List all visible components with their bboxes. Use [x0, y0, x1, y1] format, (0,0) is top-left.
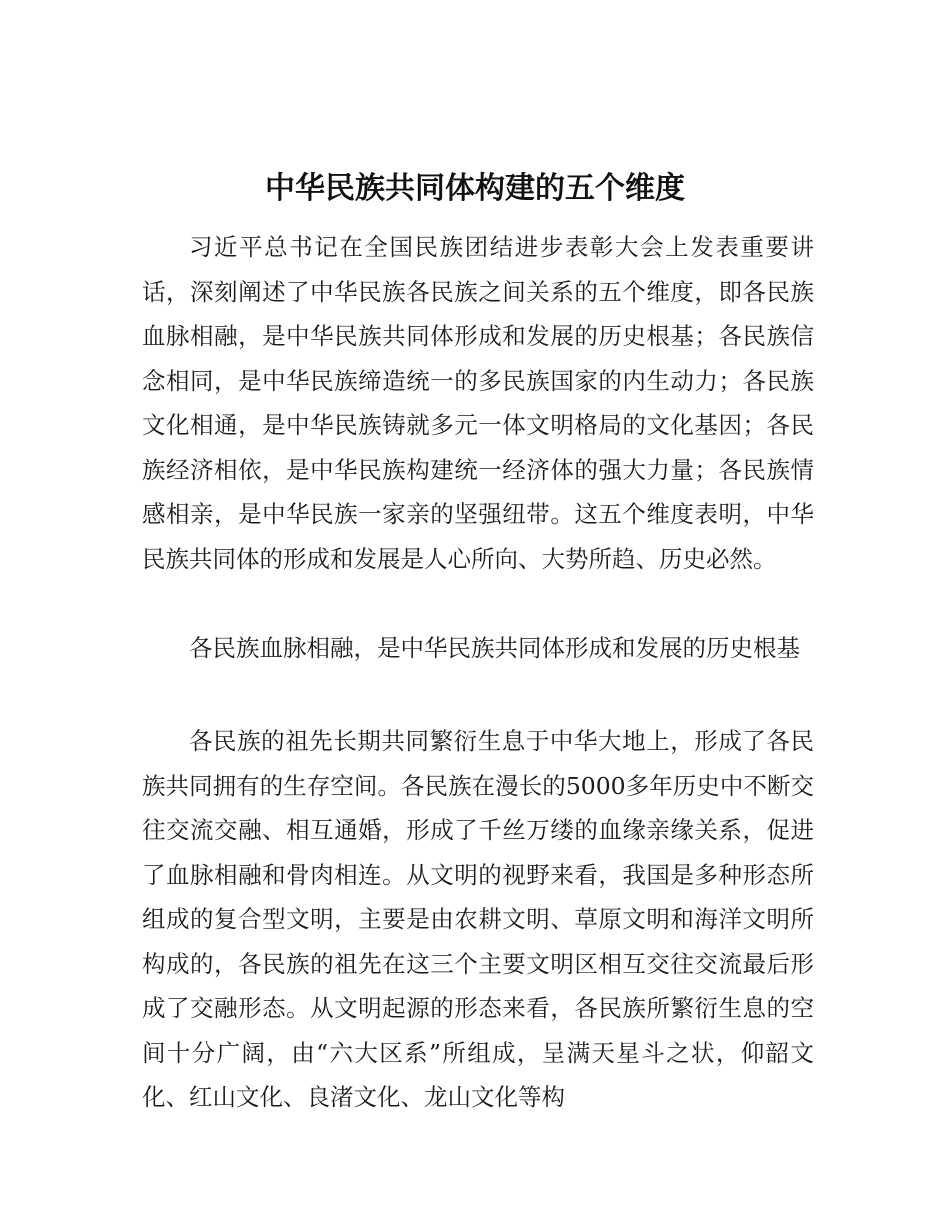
paragraph-body: 各民族的祖先长期共同繁衍生息于中华大地上，形成了各民族共同拥有的生存空间。各民族在漫长的5000多年历史中不断交往交流交融、相互通婚，形成了千丝万缕的血缘亲缘关系，促进了血脉相融和骨肉相连。从文明的视野来看，我国是多种形态所组成的复合型文明，主要是由农耕文明、草原文明和海洋文明所构成的，各民族的祖先在这三个主要文明区相互交往交流最后形成了交融形态。从文明起源的形态来看，各民族所繁衍生息的空间十分广阔，由“六大区系”所组成，呈满天星斗之状，仰韶文化、红山文化、良渚文化、龙山文化等构 — [142, 727, 814, 1111]
paragraph-intro: 习近平总书记在全国民族团结进步表彰大会上发表重要讲话，深刻阐述了中华民族各民族之间关系的五个维度，即各民族血脉相融，是中华民族共同体形成和发展的历史根基；各民族信念相同，是中华民族缔造统一的多民族国家的内生动力；各民族文化相通，是中华民族铸就多元一体文明格局的文化基因；各民族经济相依，是中华民族构建统一经济体的强大力量；各民族情感相亲，是中华民族一家亲的坚强纽带。这五个维度表明，中华民族共同体的形成和发展是人心所向、大势所趋、历史必然。 — [142, 233, 814, 573]
page-title: 中华民族共同体构建的五个维度 — [265, 171, 685, 206]
section-heading: 各民族血脉相融，是中华民族共同体形成和发展的历史根基 — [189, 634, 800, 662]
